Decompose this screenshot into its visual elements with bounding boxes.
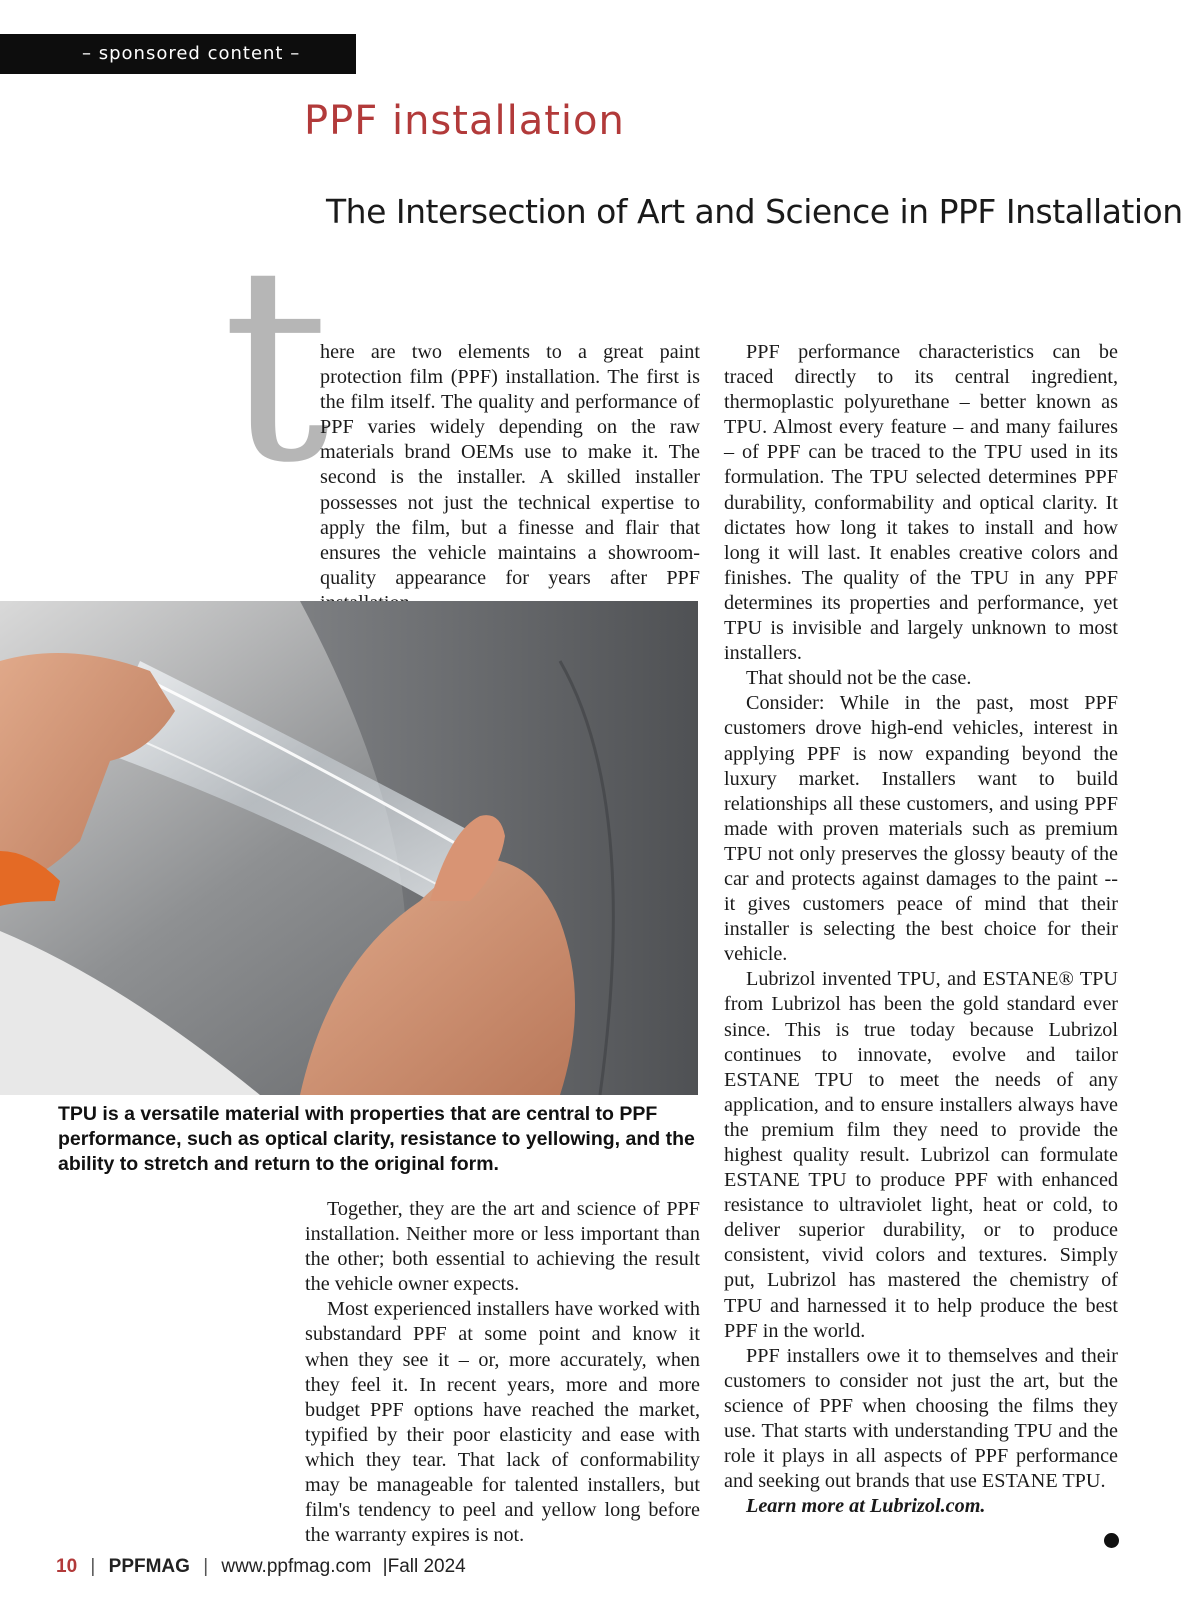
footer-separator: | (90, 1556, 96, 1577)
intro-text: here are two elements to a great paint protection film (PPF) installation. The first is the film itself. The quality and performance of PPF varies widely depending on the raw materials brand OEMs use to make it. The second is the installer. A skilled installer possesses not just the technical expertise to apply the film, but a finesse and flair that ensures the vehicle maintains a showroom-quality appearance for years after PPF (320, 341, 700, 589)
page-number: 10 (56, 1556, 78, 1577)
left-column-continued (305, 1197, 700, 1548)
paragraph: PPF performance characteristics can be traced directly to its central ingredient, thermoplastic polyurethane – better known as TPU. Almost every feature – and many failures – of PPF can be traced to the TPU used in its formulation. The TPU selected determines PPF durability, conformability and optical clarity. It dictates how long it takes to install and how long it will last. It enables creative colors and finishes. The quality of the TPU in any PPF determines its properties and performance, yet TPU is invisible and largely unknown to most installers. (724, 341, 1118, 665)
sponsored-banner (0, 34, 356, 74)
paragraph: Consider: While in the past, most PPF customers drove high-end vehicles, interest in applying PPF is now expanding beyond the luxury market. Installers want to build relationships all these customers, and using PPF made with proven materials such as premium TPU not only preserves the glossy beauty of the car and protects against damages to the paint -- it gives customers peace of mind that their installer is selecting the best choice for their vehicle. (724, 692, 1118, 966)
paragraph: Most experienced installers have worked with substandard PPF at some point and know it when they see it – or, more accurately, when they feel it. In recent years, more and more budget PPF options have reached the market, typified by their poor elasticity and ease with which they tear. That lack of conformability may be manageable for talented installers, but film's tendency to peel and yellow long before the warranty expires is not. (305, 1298, 700, 1547)
learn-more-link-text: Learn more at Lubrizol.com. (746, 1495, 986, 1518)
page-footer (56, 1556, 466, 1578)
magazine-name: PPFMAG (108, 1556, 190, 1577)
issue-date: |Fall 2024 (382, 1556, 466, 1577)
intro-paragraph (305, 340, 700, 616)
intro-column (305, 340, 700, 616)
article-photo-hands-stretching-film (0, 601, 698, 1095)
end-of-article-bullet-icon (1104, 1533, 1119, 1548)
paragraph: That should not be the case. (746, 667, 972, 690)
article-headline: The Intersection of Art and Science in PPF Installation (326, 192, 1183, 231)
paragraph: PPF installers owe it to themselves and their customers to consider not just the art, but the science of PPF when choosing the films they use. That starts with understanding TPU and the role it plays in all aspects of PPF performance and seeking out brands that use ESTANE TPU. (724, 1344, 1118, 1493)
paragraph: Together, they are the art and science of PPF installation. Neither more or less important than the other; both essential to achieving the result the vehicle owner expects. (305, 1198, 700, 1296)
footer-separator: | (203, 1556, 209, 1577)
photo-caption: TPU is a versatile material with properties that are central to PPF performance, such as optical clarity, resistance to yellowing, and the ability to stretch and return to the original form. (58, 1103, 695, 1175)
sponsored-label: – sponsored content – (82, 43, 301, 64)
section-label: PPF installation (304, 98, 625, 144)
photo-illustration (0, 601, 698, 1095)
drop-cap: t (222, 210, 330, 522)
paragraph: Lubrizol invented TPU, and ESTANE® TPU from Lubrizol has been the gold standard ever since. This is true today because Lubrizol continues to innovate, evolve and tailor ESTANE TPU to meet the needs of any application, and to ensure installers always have the premium film they need to provide the highest quality result. Lubrizol can formulate ESTANE TPU to produce PPF with enhanced resistance to ultraviolet light, heat or cold, to deliver superior durability, or to produce consistent, vivid colors and textures. Simply put, Lubrizol has mastered the chemistry of TPU and harnessed it to help produce the best PPF in the world. (724, 968, 1118, 1342)
right-column (724, 340, 1118, 1519)
magazine-website: www.ppfmag.com (221, 1556, 372, 1577)
